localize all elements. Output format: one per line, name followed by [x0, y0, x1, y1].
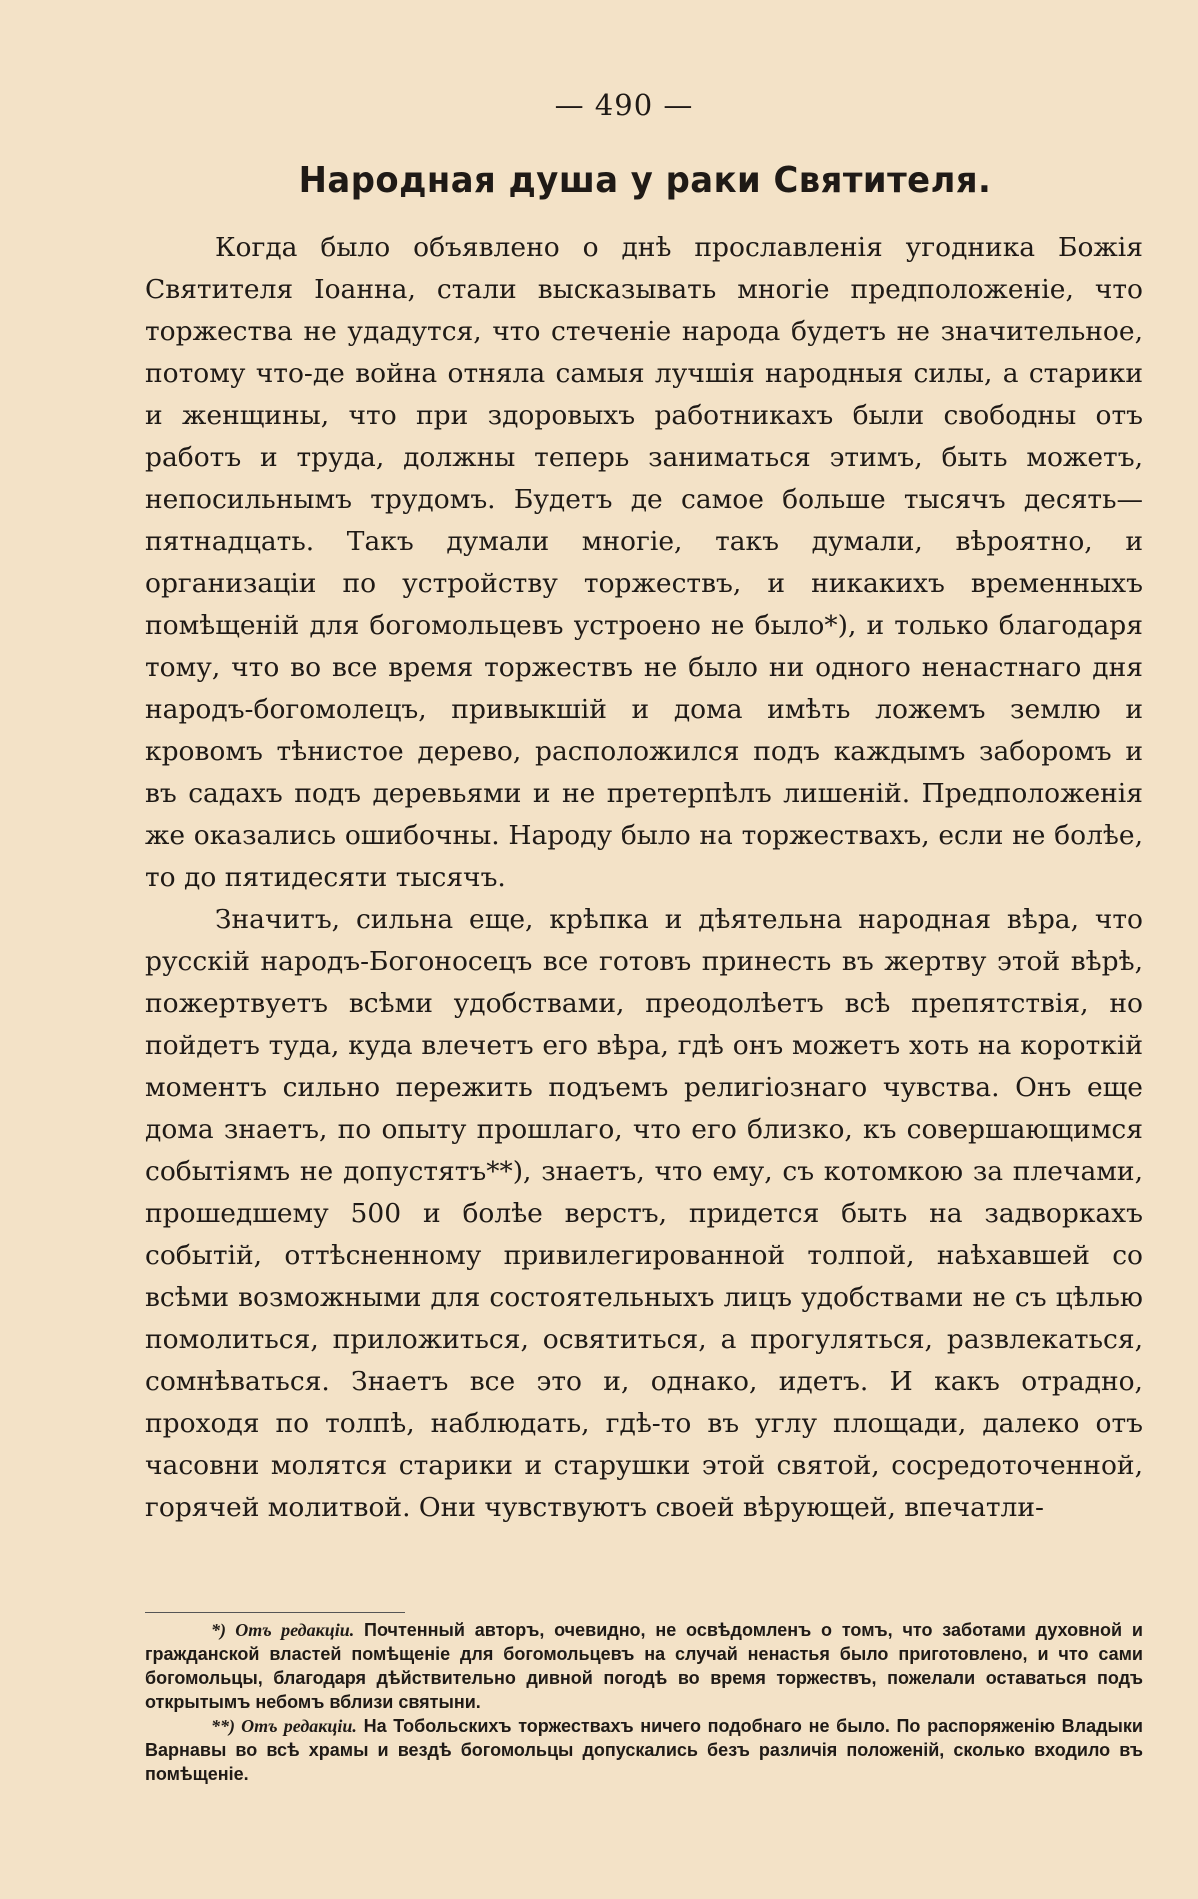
footnote-text: Почтенный авторъ, очевидно, не освѣдомленъ о томъ, что заботами духовной и гражданской властей помѣщеніе для богомольцевъ на случай ненастья было приготовлено, и что сами богомольцы, благодаря дѣйствительно дивной погодѣ во время торжествъ, пожелали оставаться подъ открытымъ небомъ вблизи святыни. — [145, 1620, 1143, 1712]
paragraph: Когда было объявлено о днѣ прославленія угодника Божія Святителя Іоанна, стали высказывать многіе предположеніе, что торжества не удадутся, что стеченіе народа будетъ не значительное, потому что-де война отняла самыя лучшія народныя силы, а старики и женщины, что при здоровыхъ работникахъ были свободны отъ работъ и труда, должны теперь заниматься этимъ, быть можетъ, непосильнымъ трудомъ. Будетъ де самое больше тысячъ десять—пятнадцать. Такъ думали многіе, такъ думали, вѣроятно, и организаціи по устройству торжествъ, и никакихъ временныхъ помѣщеній для богомольцевъ устроено не было*), и только благодаря тому, что во все время торжествъ не было ни одного ненастнаго дня народъ-богомолецъ, привыкшій и дома имѣть ложемъ землю и кровомъ тѣнистое дерево, расположился подъ каждымъ заборомъ и въ садахъ подъ деревьями и не претерпѣлъ лишеній. Предположенія же оказались ошибочны. Народу было на торжествахъ, если не болѣе, то до пятидесяти тысячъ. — [145, 232, 1143, 893]
paragraph: Значитъ, сильна еще, крѣпка и дѣятельна народная вѣра, что русскій народъ-Богоносецъ все готовъ принесть въ жертву этой вѣрѣ, пожертвуетъ всѣми удобствами, преодолѣетъ всѣ препятствія, но пойдетъ туда, куда влечетъ его вѣра, гдѣ онъ можетъ хоть на короткій моментъ сильно пережить подъемъ религіознаго чувства. Онъ еще дома знаетъ, по опыту прошлаго, что его близко, къ совершающимся событіямъ не допустятъ**), знаетъ, что ему, съ котомкою за плечами, прошедшему 500 и болѣе верстъ, придется быть на задворкахъ событій, оттѣсненному привилегированной толпой, наѣхавшей со всѣми возможными для состоятельныхъ лицъ удобствами не съ цѣлью помолиться, приложиться, освятиться, а прогуляться, развлекаться, сомнѣваться. Знаетъ все это и, однако, идетъ. И какъ отрадно, проходя по толпѣ, наблюдать, гдѣ-то въ углу площади, далеко отъ часовни молятся старики и старушки этой святой, сосредоточенной, горячей молитвой. Они чувствуютъ своей вѣрующей, впечатли- — [145, 904, 1143, 1523]
footnote — [145, 1714, 1143, 1786]
footnote — [145, 1618, 1143, 1714]
article-body — [145, 227, 1143, 1529]
footnote-text: На Тобольскихъ торжествахъ ничего подобнаго не было. По распоряженію Владыки Варнавы во всѣ храмы и вездѣ богомольцы допускались безъ различія положеній, сколько входило въ помѣщеніе. — [145, 1716, 1143, 1784]
footnotes — [145, 1618, 1143, 1786]
footnote-separator — [145, 1612, 405, 1613]
footnote-marker: *) Отъ редакціи. — [211, 1620, 355, 1640]
page-number: — 490 — — [554, 88, 694, 122]
footnote-marker: **) Отъ редакціи. — [211, 1716, 357, 1736]
article-title: Народная душа у раки Святителя. — [298, 160, 992, 201]
